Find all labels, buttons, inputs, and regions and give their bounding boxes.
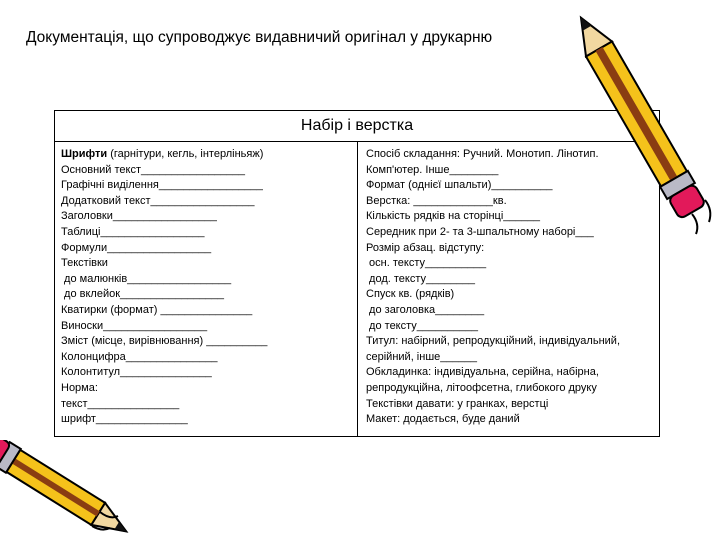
left-lines-list bbox=[61, 163, 357, 428]
right-line: репродукційна, літоофсетна, глибокого друку bbox=[366, 381, 597, 394]
right-line: осн. тексту__________ bbox=[366, 257, 487, 270]
right-line: серійний, інше______ bbox=[366, 350, 477, 363]
left-line: Графічні виділення_________________ bbox=[61, 179, 263, 192]
left-column bbox=[55, 141, 358, 436]
right-line: Формат (однієї шпальти)__________ bbox=[366, 179, 553, 192]
left-line: до малюнків_________________ bbox=[61, 272, 232, 285]
right-line: Розмір абзац. відступу: bbox=[366, 241, 485, 254]
page-title: Документація, що супроводжує видавничий оригінал у друкарню bbox=[26, 29, 493, 46]
pencil-stripe bbox=[12, 458, 100, 516]
left-line: Заголовки_________________ bbox=[61, 210, 217, 223]
left-line: Кватирки (формат) _______________ bbox=[61, 303, 253, 316]
left-line: Зміст (місце, вирівнювання) __________ bbox=[61, 335, 268, 348]
right-line: Титул: набірний, репродукційний, індивідуальний, bbox=[366, 335, 620, 348]
left-line: шрифт_______________ bbox=[61, 413, 188, 426]
fonts-heading: Шрифти bbox=[61, 148, 108, 160]
right-line: Комп'ютер. Інше________ bbox=[366, 163, 499, 176]
right-line: Макет: додається, буде даний bbox=[366, 413, 520, 426]
right-line: до тексту__________ bbox=[366, 319, 478, 332]
left-line: Таблиці_________________ bbox=[61, 225, 205, 238]
right-line: Обкладинка: індивідуальна, серійна, набірна, bbox=[366, 366, 599, 379]
right-line: Спосіб складання: Ручний. Монотип. Лінотип. bbox=[366, 148, 599, 160]
pencil-icon-bottom-left bbox=[0, 440, 130, 540]
right-line: Текстівки давати: у гранках, верстці bbox=[366, 397, 549, 410]
left-line: Виноски_________________ bbox=[61, 319, 208, 332]
left-line: Текстівки bbox=[61, 257, 108, 270]
left-line: Формули_________________ bbox=[61, 241, 212, 254]
left-line: Основний текст_________________ bbox=[61, 163, 246, 176]
right-line: дод. тексту________ bbox=[366, 272, 475, 285]
right-line: Верстка: _____________кв. bbox=[366, 194, 507, 207]
right-line: Спуск кв. (рядків) bbox=[366, 288, 455, 301]
left-line: до вклейок_________________ bbox=[61, 288, 225, 301]
fonts-heading-rest: (гарнітури, кегль, інтерліньяж) bbox=[107, 148, 264, 160]
right-line: Середник при 2- та 3-шпальтному наборі___ bbox=[366, 225, 594, 238]
left-line: текст_______________ bbox=[61, 397, 180, 410]
pencil-icon-top-right bbox=[560, 0, 720, 240]
right-line: Кількість рядків на сторінці______ bbox=[366, 210, 540, 223]
left-line: Колонтитул_______________ bbox=[61, 366, 212, 379]
pencil-stripe bbox=[596, 47, 678, 181]
table-header: Набір і верстка bbox=[55, 111, 659, 142]
right-line: до заголовка________ bbox=[366, 303, 485, 316]
left-line: Норма: bbox=[61, 381, 98, 394]
left-line: Додатковий текст_________________ bbox=[61, 194, 255, 207]
left-line: Колонцифра_______________ bbox=[61, 350, 218, 363]
left-line bbox=[61, 147, 357, 163]
